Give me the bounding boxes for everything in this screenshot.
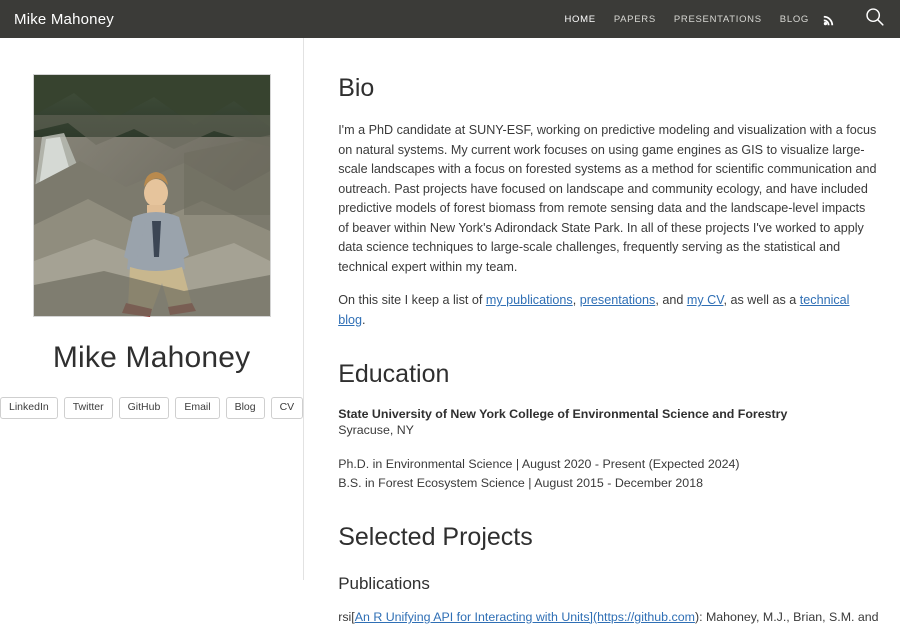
publications-subheading: Publications bbox=[338, 574, 430, 593]
rss-icon[interactable] bbox=[823, 13, 836, 26]
site-brand[interactable]: Mike Mahoney bbox=[14, 10, 114, 28]
top-navigation-bar bbox=[0, 0, 900, 38]
education-degree-bs: B.S. in Forest Ecosystem Science | August 2015 - December 2018 bbox=[338, 476, 703, 490]
page-title: Mike Mahoney bbox=[52, 341, 251, 374]
nav-link-presentations[interactable]: PRESENTATIONS bbox=[673, 13, 762, 25]
linkedin-button[interactable]: LinkedIn bbox=[0, 397, 58, 419]
technical-blog-link[interactable]: technical blog bbox=[338, 293, 850, 327]
nav-right-group bbox=[565, 0, 901, 38]
publication-suffix: ): Mahoney, M.J., Brian, S.M. and bbox=[694, 610, 879, 624]
bio-sep-1: , bbox=[572, 293, 580, 307]
presentations-link[interactable]: presentations bbox=[579, 293, 656, 307]
selected-projects-heading: Selected Projects bbox=[338, 523, 533, 551]
bio-sep-2: , and bbox=[655, 293, 687, 307]
nav-link-home[interactable]: HOME bbox=[564, 13, 596, 25]
portrait-photo bbox=[33, 74, 271, 317]
page-body bbox=[0, 38, 900, 624]
blog-button[interactable]: Blog bbox=[226, 397, 265, 419]
twitter-button[interactable]: Twitter bbox=[64, 397, 113, 419]
bio-links-prefix: On this site I keep a list of bbox=[338, 293, 486, 307]
nav-links bbox=[565, 14, 810, 25]
bio-paragraph: I'm a PhD candidate at SUNY-ESF, working on predictive modeling and visualization with a focus on natural systems. My current work focuses on using game engines as GIS to visualize large-scale landscapes with a focus on forested systems as a method for scientific communication and outreach. Past projects have focused on landscape and community ecology, and have included predictive models of forest biomass from remote sensing data and the landscape-level impacts of beaver within New York's Adirondack State Park. In all of these projects I've worked to apply data science techniques to large-scale challenges, frequently serving as the statistical and technical expert within my team. bbox=[338, 123, 877, 274]
bio-links-paragraph bbox=[338, 291, 878, 330]
search-button[interactable] bbox=[848, 0, 900, 38]
my-publications-link[interactable]: my publications bbox=[485, 293, 573, 307]
publication-list-item bbox=[338, 608, 878, 627]
main-content bbox=[304, 38, 906, 624]
profile-sidebar bbox=[0, 38, 304, 580]
publication-link[interactable]: An R Unifying API for Interacting with Units](https://github.com bbox=[354, 610, 695, 624]
education-degree-phd: Ph.D. in Environmental Science | August 2020 - Present (Expected 2024) bbox=[338, 457, 740, 471]
my-cv-link[interactable]: my CV bbox=[686, 293, 724, 307]
email-button[interactable]: Email bbox=[175, 397, 219, 419]
profile-link-buttons bbox=[0, 397, 303, 419]
education-heading: Education bbox=[338, 360, 450, 388]
bio-suffix: . bbox=[362, 312, 366, 327]
cv-button[interactable]: CV bbox=[271, 397, 304, 419]
search-icon bbox=[864, 6, 885, 32]
education-degrees bbox=[338, 455, 878, 493]
github-button[interactable]: GitHub bbox=[119, 397, 170, 419]
publication-prefix: rsi[ bbox=[338, 610, 355, 624]
education-school: State University of New York College of Environmental Science and Forestry bbox=[338, 407, 788, 421]
nav-link-blog[interactable]: BLOG bbox=[779, 13, 809, 25]
education-city: Syracuse, NY bbox=[338, 423, 414, 437]
nav-link-papers[interactable]: PAPERS bbox=[613, 13, 656, 25]
bio-heading: Bio bbox=[338, 74, 375, 102]
bio-mid: , as well as a bbox=[723, 293, 800, 307]
